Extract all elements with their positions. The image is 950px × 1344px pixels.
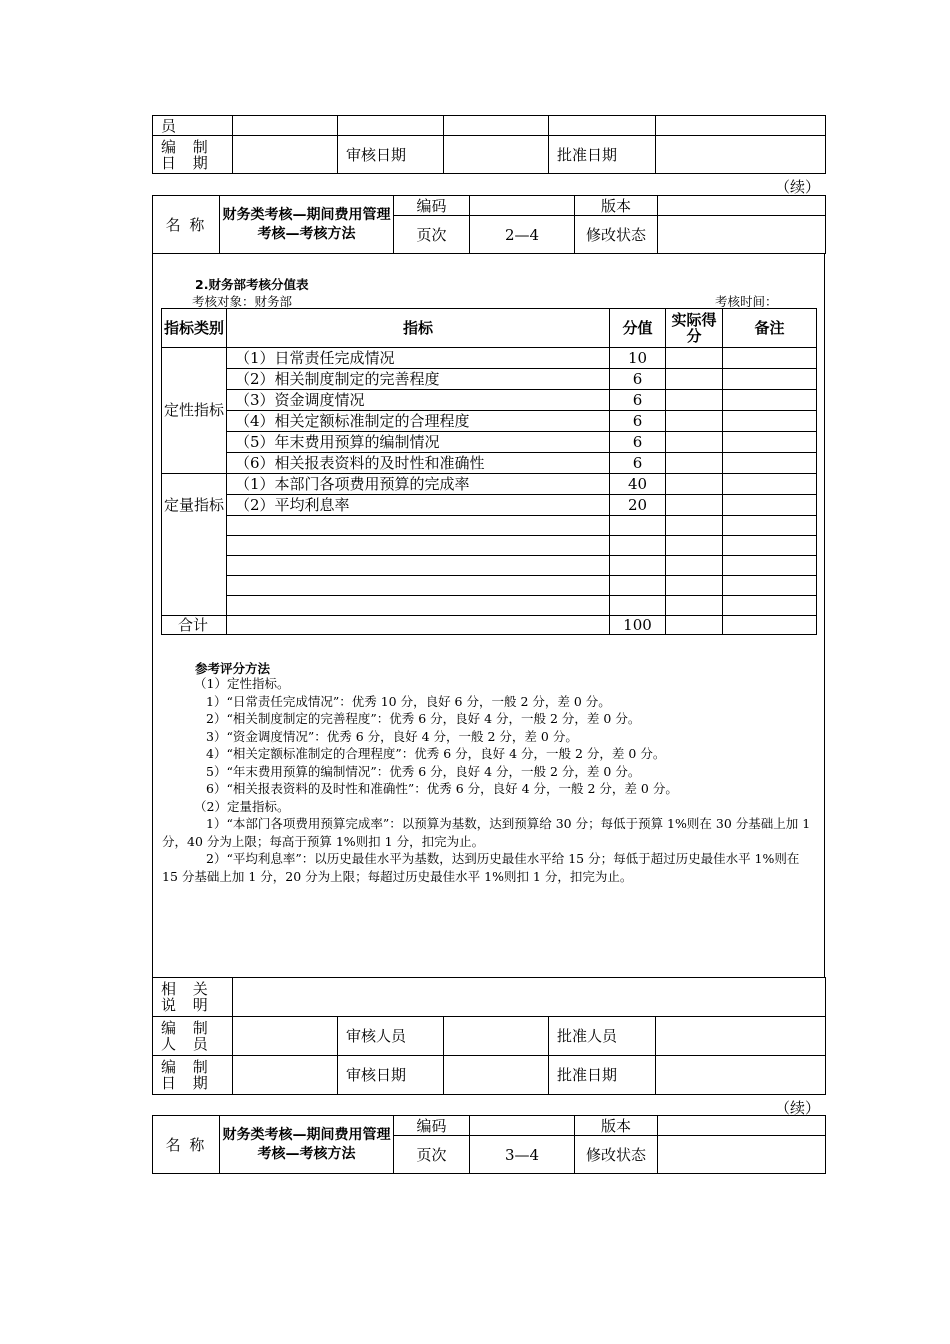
indicator-score: 6: [610, 453, 666, 474]
date-label: 编 制 日 期: [153, 1056, 233, 1095]
approve-date-value[interactable]: [656, 136, 826, 174]
method-qual-item: 1）“日常责任完成情况”：优秀 10 分，良好 6 分，一般 2 分，差 0 分。: [206, 693, 611, 709]
notes-label: 相 关 说 明: [153, 978, 233, 1017]
remarks-cell[interactable]: [723, 411, 817, 432]
header-score: 分值: [610, 309, 666, 348]
table-row: [162, 432, 817, 453]
approve-date-label: 批准日期: [549, 136, 656, 174]
staff-label-tail: 员: [153, 116, 233, 136]
header-remarks: 备注: [723, 309, 817, 348]
review-date-label: 审核日期: [338, 136, 444, 174]
indicator-name: （2）相关制度制定的完善程度: [227, 369, 610, 390]
status-label: 修改状态: [575, 1136, 658, 1174]
continued-label-2: （续）: [775, 1099, 821, 1117]
status-label: 修改状态: [575, 216, 658, 254]
code-label: 编码: [394, 196, 470, 216]
total-actual-cell[interactable]: [666, 616, 723, 635]
staff-value[interactable]: [233, 1017, 338, 1056]
method-qual-item: 3）“资金调度情况”：优秀 6 分，良好 4 分，一般 2 分，差 0 分。: [206, 728, 578, 744]
method-qual-head: （1）定性指标。: [194, 676, 290, 691]
page-label: 页次: [394, 216, 470, 254]
table-row: [162, 390, 817, 411]
staff-value[interactable]: [233, 116, 338, 136]
actual-score-cell[interactable]: [666, 474, 723, 495]
remarks-cell[interactable]: [723, 495, 817, 516]
review-staff-value[interactable]: [444, 1017, 549, 1056]
status-value[interactable]: [658, 1136, 826, 1174]
document-title: 财务类考核—期间费用管理考核—考核方法: [220, 1116, 394, 1174]
code-label: 编码: [394, 1116, 470, 1136]
actual-score-cell[interactable]: [666, 432, 723, 453]
top-fragment-table: [152, 115, 826, 174]
method-qual-item: 5）“年末费用预算的编制情况”：优秀 6 分，良好 4 分，一般 2 分，差 0 分。: [206, 763, 641, 779]
header-table-2: [152, 1115, 826, 1174]
version-value[interactable]: [658, 196, 826, 216]
date-value[interactable]: [233, 1056, 338, 1095]
remarks-cell[interactable]: [723, 369, 817, 390]
method-body: [162, 675, 818, 885]
footer-table: [152, 977, 826, 1095]
total-label: 合计: [162, 616, 227, 635]
indicator-score: 6: [610, 432, 666, 453]
section-title: 2.财务部考核分值表: [195, 277, 309, 292]
empty-row: [162, 596, 817, 616]
indicator-score: 10: [610, 348, 666, 369]
code-value[interactable]: [470, 1116, 575, 1136]
table-row: [162, 411, 817, 432]
header-table-1: [152, 195, 826, 254]
indicator-name: （2）平均利息率: [227, 495, 610, 516]
review-date-value[interactable]: [444, 1056, 549, 1095]
method-qual-item: 4）“相关定额标准制定的合理程度”：优秀 6 分，良好 4 分，一般 2 分，差 0 分。: [206, 746, 666, 761]
indicator-name: （1）日常责任完成情况: [227, 348, 610, 369]
table-row: [162, 453, 817, 474]
approve-date-label: 批准日期: [549, 1056, 656, 1095]
staff-label: 编 制 人 员: [153, 1017, 233, 1056]
method-title: 参考评分方法: [195, 661, 271, 676]
version-label: 版本: [575, 196, 658, 216]
name-label: 名 称: [153, 196, 220, 254]
indicator-name: （1）本部门各项费用预算的完成率: [227, 474, 610, 495]
empty-row: [162, 536, 817, 556]
actual-score-cell[interactable]: [666, 411, 723, 432]
notes-value[interactable]: [233, 978, 826, 1017]
remarks-cell[interactable]: [723, 390, 817, 411]
indicator-name: （5）年末费用预算的编制情况: [227, 432, 610, 453]
method-quant-head: （2）定量指标。: [194, 798, 290, 814]
total-score: 100: [610, 616, 666, 635]
name-label: 名 称: [153, 1116, 220, 1174]
empty-row: [162, 556, 817, 576]
empty-row: [162, 516, 817, 536]
method-quant-item: 2）“平均利息率”：以历史最佳水平为基数，达到历史最佳水平给 15 分；每低于超过历史最佳水平 1%则在 15 分基础上加 1 分，20 分为上限；每超过历史最佳水平 1%则扣 1 分，扣完为止。: [162, 851, 800, 884]
actual-score-cell[interactable]: [666, 348, 723, 369]
indicator-score: 6: [610, 411, 666, 432]
method-qual-item: 2）“相关制度制定的完善程度”：优秀 6 分，良好 4 分，一般 2 分，差 0 分。: [206, 711, 641, 726]
remarks-cell[interactable]: [723, 432, 817, 453]
approve-staff-label: 批准人员: [549, 1017, 656, 1056]
indicator-score: 40: [610, 474, 666, 495]
remarks-cell[interactable]: [723, 453, 817, 474]
actual-score-cell[interactable]: [666, 369, 723, 390]
indicator-score: 6: [610, 390, 666, 411]
remarks-cell[interactable]: [723, 474, 817, 495]
code-value[interactable]: [470, 196, 575, 216]
indicator-name: （6）相关报表资料的及时性和准确性: [227, 453, 610, 474]
review-date-label: 审核日期: [338, 1056, 444, 1095]
document-title: 财务类考核—期间费用管理考核—考核方法: [220, 196, 394, 254]
empty-row: [162, 576, 817, 596]
review-staff-label: 审核人员: [338, 1017, 444, 1056]
header-actual-score: 实际得分: [666, 309, 723, 348]
remarks-cell[interactable]: [723, 348, 817, 369]
qualitative-category: 定性指标: [162, 348, 227, 474]
assessment-time: 考核时间：: [715, 294, 778, 309]
page-value: 2—4: [470, 216, 575, 254]
assessment-target: 考核对象：财务部: [192, 294, 293, 309]
actual-score-cell[interactable]: [666, 453, 723, 474]
method-qual-item: 6）“相关报表资料的及时性和准确性”：优秀 6 分，良好 4 分，一般 2 分，差 0 分。: [206, 781, 678, 796]
quantitative-category: 定量指标: [162, 474, 227, 616]
header-category: 指标类别: [162, 309, 227, 348]
table-row: [162, 348, 817, 369]
actual-score-cell[interactable]: [666, 390, 723, 411]
method-quant-item: 1）“本部门各项费用预算完成率”：以预算为基数，达到预算给 30 分；每低于预算 1%则在 30 分基础上加 1 分，40 分为上限；每高于预算 1%则扣 1 分，扣完为止。: [162, 816, 811, 849]
table-row: [162, 474, 817, 495]
table-row: [162, 495, 817, 516]
continued-label-1: （续）: [775, 178, 821, 196]
total-row: [162, 616, 817, 635]
indicator-score: 20: [610, 495, 666, 516]
version-value[interactable]: [658, 1116, 826, 1136]
review-date-value[interactable]: [444, 136, 549, 174]
score-table: [161, 308, 817, 635]
page-label: 页次: [394, 1136, 470, 1174]
indicator-score: 6: [610, 369, 666, 390]
status-value[interactable]: [658, 216, 826, 254]
approve-date-value[interactable]: [656, 1056, 826, 1095]
date-label: 编 制 日 期: [153, 136, 233, 174]
header-indicator: 指标: [227, 309, 610, 348]
actual-score-cell[interactable]: [666, 495, 723, 516]
table-row: [162, 369, 817, 390]
indicator-name: （4）相关定额标准制定的合理程度: [227, 411, 610, 432]
date-value[interactable]: [233, 136, 338, 174]
indicator-name: （3）资金调度情况: [227, 390, 610, 411]
version-label: 版本: [575, 1116, 658, 1136]
approve-staff-value[interactable]: [656, 1017, 826, 1056]
total-remarks-cell[interactable]: [723, 616, 817, 635]
page-value: 3—4: [470, 1136, 575, 1174]
